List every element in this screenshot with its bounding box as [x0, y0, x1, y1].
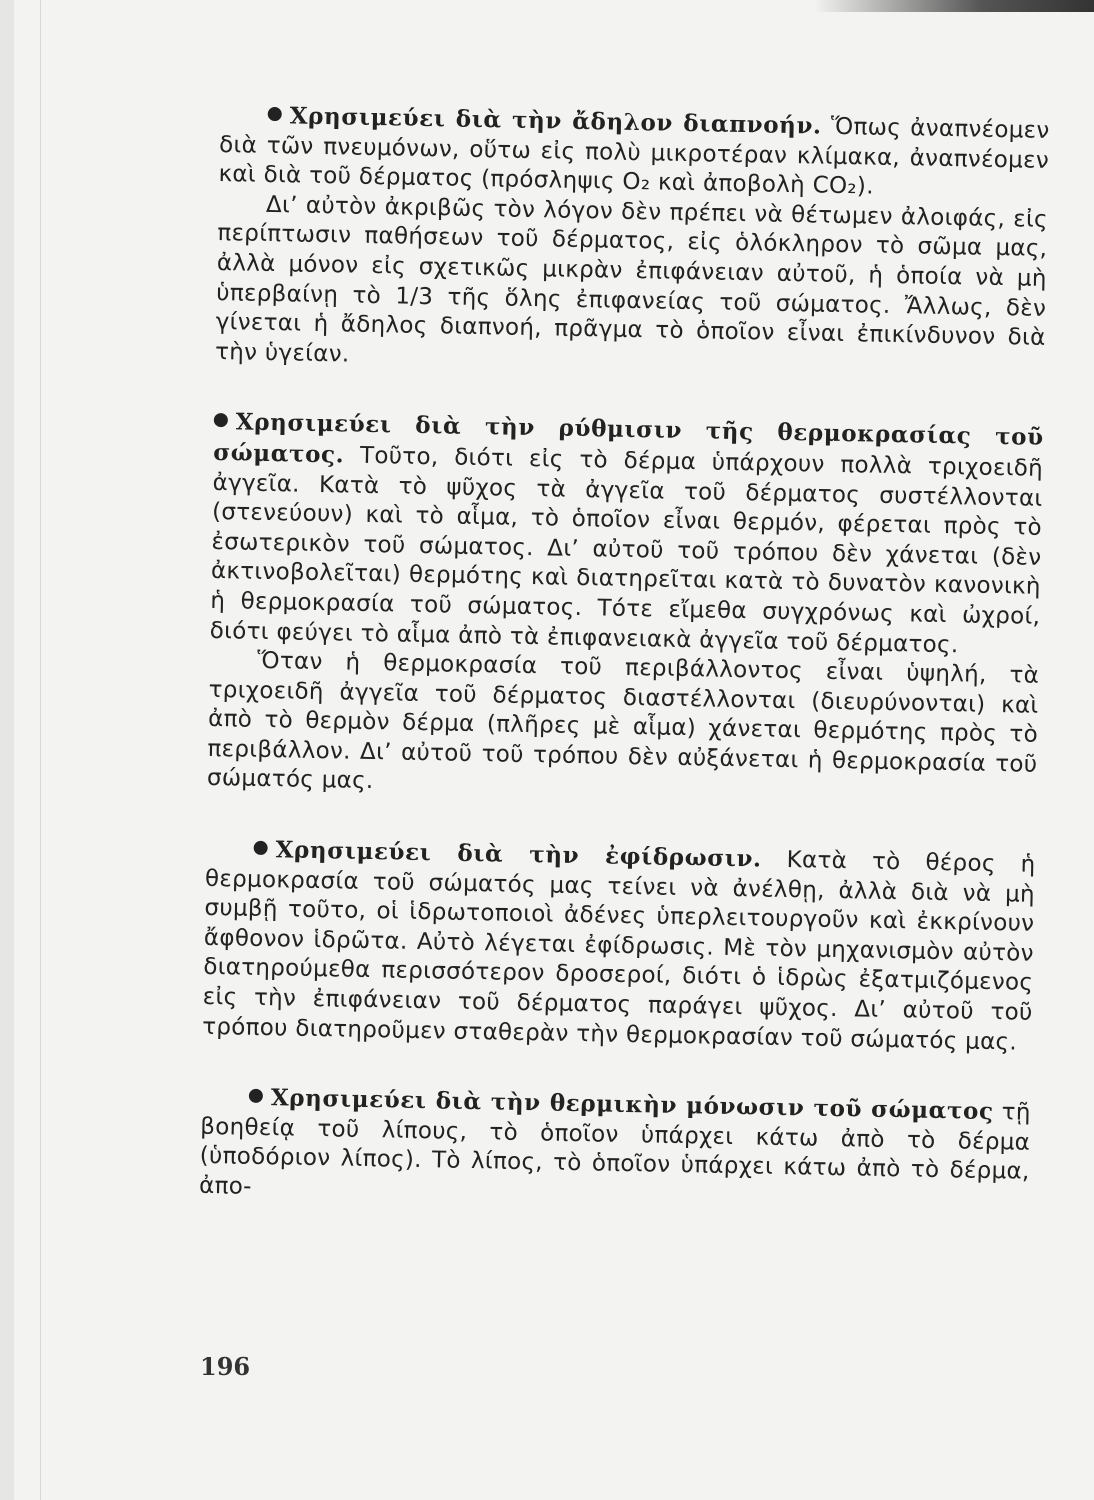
section-1-heading: Χρησιμεύει διὰ τὴν ἄδηλον διαπνοήν.: [289, 102, 822, 140]
section-1-text-1: Ὅπως ἀναπνέομεν διὰ τῶν πνευμόνων, οὕτω εἰς πολὺ μικροτέραν κλίμακα, ἀναπνέομεν καὶ διὰ τοῦ δέρματος (πρόσληψις O₂ καὶ ἀποβολὴ CO₂).: [218, 113, 1050, 200]
page-number: 196: [200, 1352, 251, 1381]
section-1-paragraph-2: [215, 190, 1048, 383]
bullet-icon: [214, 413, 228, 427]
section-2-heading: Χρησιμεύει διὰ τὴν ρύθμισιν τῆς θερμοκρασίας τοῦ σώματος.: [212, 408, 1044, 469]
section-2-paragraph-1: [210, 407, 1044, 662]
section-1-paragraph-1: [218, 100, 1050, 206]
page-body: [199, 100, 1050, 1217]
section-2-paragraph-2: [207, 646, 1040, 810]
scan-edge-line: [40, 0, 41, 1500]
section-3-heading: Χρησιμεύει διὰ τὴν ἐφίδρωσιν.: [275, 836, 762, 873]
section-4-text-1: τῇ βοηθείᾳ τοῦ λίπους, τὸ ὁποῖον ὑπάρχει κάτω ἀπὸ τὸ δέρμα (ὑποδόριον λίπος). Τὸ λίπος, τὸ ὁποῖον ὑπάρχει κάτω ἀπὸ τὸ δέρμα, ἀπο-: [198, 1099, 1031, 1200]
section-4-heading: Χρησιμεύει διὰ τὴν θερμικὴν μόνωσιν τοῦ σώματος: [270, 1084, 994, 1126]
scan-edge-left: [0, 0, 14, 1500]
bullet-icon: [254, 841, 268, 855]
section-3-paragraph-1: [202, 834, 1036, 1058]
bullet-icon: [249, 1089, 263, 1103]
bullet-icon: [268, 107, 282, 121]
scan-corner-shadow: [814, 0, 1094, 12]
section-4-paragraph-1: [199, 1082, 1031, 1217]
section-2-text-2: Ὅταν ἡ θερμοκρασία τοῦ περιβάλλοντος εἶναι ὑψηλή, τὰ τριχοειδῆ ἀγγεῖα τοῦ δέρματος διαστέλλονται (διευρύνονται) καὶ ἀπὸ τὸ θερμὸν δέρμα (πλῆρες μὲ αἷμα) χάνεται θερμότης πρὸς τὸ περιβάλλον. Δι’ αὐτοῦ τοῦ τρόπου δὲν αὐξάνεται ἡ θερμοκρασία τοῦ σώματός μας.: [206, 647, 1040, 795]
section-1-text-2: Δι’ αὐτὸν ἀκριβῶς τὸν λόγον δὲν πρέπει νὰ θέτωμεν ἀλοιφάς, εἰς περίπτωσιν παθήσεων τοῦ δέρματος, εἰς ὁλόκληρον τὸ σῶμα μας, ἀλλὰ μόνον εἰς σχετικῶς μικρὰν ἐπιφάνειαν αὐτοῦ, ἡ ὁποία νὰ μὴ ὑπερβαίνῃ τὸ 1/3 τῆς ὅλης ἐπιφανείας τοῦ σώματος. Ἄλλως, δὲν γίνεται ἡ ἄδηλος διαπνοή, πρᾶγμα τὸ ὁποῖον εἶναι ἐπικίνδυνον διὰ τὴν ὑγείαν.: [214, 191, 1049, 368]
section-3-text-1: Κατὰ τὸ θέρος ἡ θερμοκρασία τοῦ σώματός μας τείνει νὰ ἀνέλθῃ, ἀλλὰ διὰ νὰ μὴ συμβῇ τοῦτο, οἱ ἱδρωτοποιοὶ ἀδένες ὑπερλειτουργοῦν καὶ ἐκκρίνουν ἄφθονον ἱδρῶτα. Αὐτὸ λέγεται ἐφίδρωσις. Μὲ τὸν μηχανισμὸν αὐτὸν διατηρούμεθα περισσότερον δροσεροί, διότι ὁ ἱδρὼς ἐξατμιζόμενος εἰς τὴν ἐπιφάνειαν τοῦ δέρματος παράγει ψῦχος. Δι’ αὐτοῦ τοῦ τρόπου διατηροῦμεν σταθερὰν τὴν θερμοκρασίαν τοῦ σώματός μας.: [201, 846, 1036, 1056]
section-2-text-1: Τοῦτο, διότι εἰς τὸ δέρμα ὑπάρχουν πολλὰ τριχοειδῆ ἀγγεῖα. Κατὰ τὸ ψῦχος τὰ ἀγγεῖα τοῦ δέρματος συστέλλονται (στενεύουν) καὶ τὸ αἷμα, τὸ ὁποῖον εἶναι θερμόν, φέρεται πρὸς τὸ ἐσωτερικὸν τοῦ σώματος. Δι’ αὐτοῦ τοῦ τρόπου δὲν χάνεται (δὲν ἀκτινοβολεῖται) θερμότης καὶ διατηρεῖται κατὰ τὸ δυνατὸν κανονικὴ ἡ θερμοκρασία τοῦ σώματος. Τότε εἴμεθα συγχρόνως καὶ ὠχροί, διότι φεύγει τὸ αἷμα ἀπὸ τὰ ἐπιφανειακὰ ἀγγεῖα τοῦ δέρματος.: [209, 442, 1044, 658]
